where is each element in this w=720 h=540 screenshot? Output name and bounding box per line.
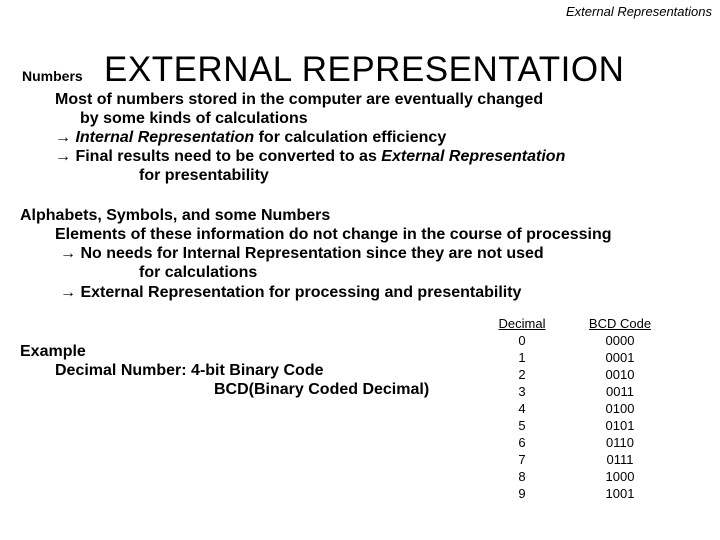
decimal-column-header: Decimal <box>498 316 546 331</box>
numbers-line-3-rest: for calculation efficiency <box>254 129 447 146</box>
external-representation-term: External Representation <box>381 148 566 165</box>
numbers-line-4-prefix: → Final results need to be converted to as <box>55 148 382 165</box>
table-cell-bcd: 0010 <box>605 367 635 382</box>
table-cell-decimal: 0 <box>518 333 526 348</box>
table-cell-decimal: 4 <box>518 401 526 416</box>
alpha-line-3: for calculations <box>139 264 258 281</box>
table-cell-bcd: 0100 <box>605 401 635 416</box>
example-heading: Example <box>20 343 86 360</box>
slide-header: External Representations <box>566 4 712 19</box>
table-cell-decimal: 9 <box>518 486 526 501</box>
alpha-line-4: → External Representation for processing and presentability <box>60 284 522 301</box>
table-cell-decimal: 8 <box>518 469 526 484</box>
numbers-line-5: for presentability <box>139 167 269 184</box>
table-cell-bcd: 0111 <box>606 452 634 467</box>
table-cell-decimal: 7 <box>518 452 526 467</box>
table-cell-decimal: 5 <box>518 418 526 433</box>
table-cell-bcd: 0000 <box>605 333 635 348</box>
alpha-heading: Alphabets, Symbols, and some Numbers <box>20 207 331 224</box>
bcd-table-decimal-column <box>484 315 560 502</box>
numbers-line-4 <box>55 147 565 166</box>
example-line-1: Decimal Number: 4-bit Binary Code <box>55 362 324 379</box>
alpha-line-2: → No needs for Internal Representation since they are not used <box>60 245 544 262</box>
table-cell-decimal: 2 <box>518 367 526 382</box>
table-cell-bcd: 1001 <box>605 486 635 501</box>
table-cell-bcd: 0011 <box>606 384 634 399</box>
numbers-line-2: by some kinds of calculations <box>80 110 308 127</box>
bcd-column-header: BCD Code <box>588 316 652 331</box>
table-cell-bcd: 0101 <box>605 418 635 433</box>
internal-representation-term: Internal Representation <box>75 129 255 146</box>
alpha-line-1: Elements of these information do not change in the course of processing <box>55 226 612 243</box>
arrow-glyph: → <box>55 129 76 146</box>
numbers-tag: Numbers <box>22 68 83 84</box>
table-cell-bcd: 0110 <box>606 435 634 450</box>
table-cell-bcd: 1000 <box>605 469 635 484</box>
table-cell-decimal: 3 <box>518 384 526 399</box>
table-cell-decimal: 6 <box>518 435 526 450</box>
example-line-2: BCD(Binary Coded Decimal) <box>214 381 430 398</box>
bcd-table-code-column <box>574 315 666 502</box>
table-cell-decimal: 1 <box>518 350 526 365</box>
table-cell-bcd: 0001 <box>605 350 635 365</box>
numbers-line-1: Most of numbers stored in the computer are eventually changed <box>55 91 544 108</box>
numbers-line-3 <box>55 128 446 147</box>
slide-title: EXTERNAL REPRESENTATION <box>104 50 625 89</box>
